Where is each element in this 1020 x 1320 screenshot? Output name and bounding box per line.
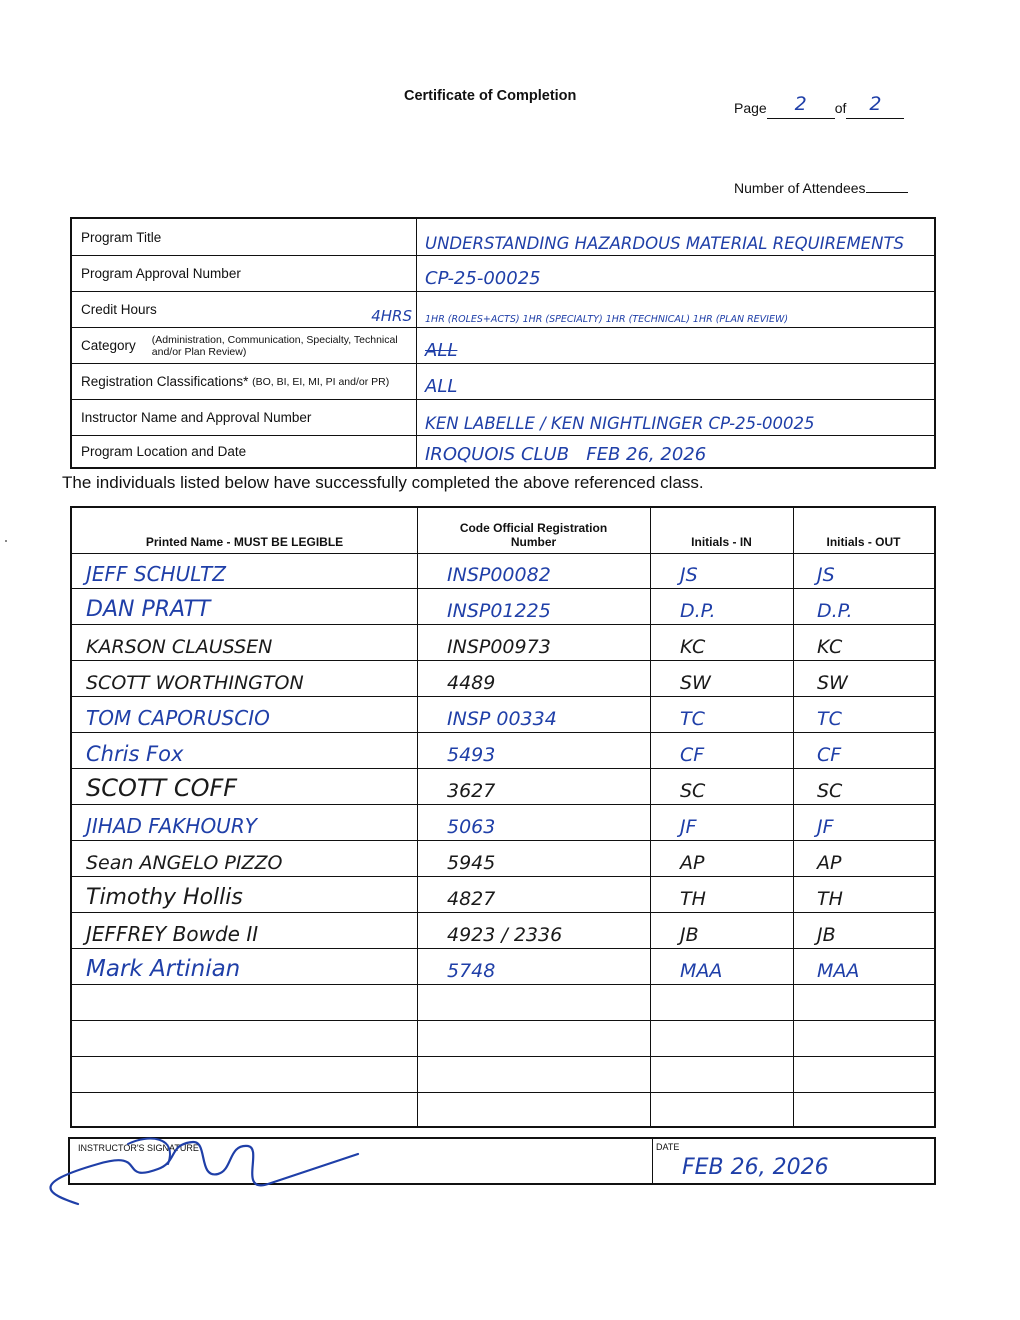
instructor-row — [72, 399, 936, 435]
attendee-registration-number: 5493 — [447, 744, 496, 766]
page-number: 2 — [794, 93, 807, 115]
attendee-row — [72, 589, 934, 625]
program-info-table — [70, 217, 936, 469]
attendee-registration-number-cell — [417, 841, 650, 876]
attendee-initials-out-cell — [793, 661, 934, 696]
attendee-initials-out-cell — [793, 589, 934, 624]
attendee-registration-number: INSP 00334 — [447, 708, 557, 730]
attendee-row — [72, 1021, 934, 1057]
attendee-initials-out-cell — [793, 1093, 934, 1129]
certificate-title: Certificate of Completion — [404, 88, 577, 104]
attendee-initials-in-cell — [650, 805, 793, 840]
attendee-initials-in: TH — [680, 888, 706, 910]
attendee-initials-in-cell — [650, 841, 793, 876]
attendee-initials-out-cell — [793, 553, 934, 588]
instructor-signature-mark — [8, 1124, 368, 1214]
attendee-row — [72, 733, 934, 769]
attendee-initials-out-cell — [793, 769, 934, 804]
attendee-registration-number: 3627 — [447, 780, 496, 802]
attendee-name: JIHAD FAKHOURY — [86, 814, 257, 838]
attendee-initials-out: TH — [817, 888, 843, 910]
attendee-name: JEFF SCHULTZ — [86, 562, 226, 586]
attendee-initials-out: TC — [817, 708, 842, 730]
attendee-row — [72, 625, 934, 661]
attendee-registration-number-cell — [417, 697, 650, 732]
attendee-initials-in-cell — [650, 661, 793, 696]
attendee-initials-out: JS — [817, 564, 835, 586]
attendee-name-cell — [72, 805, 417, 840]
attendee-registration-number-cell — [417, 805, 650, 840]
approval-number-value: CP-25-00025 — [425, 268, 541, 289]
attendee-initials-in-cell — [650, 589, 793, 624]
attendee-initials-out: JB — [817, 924, 836, 946]
attendee-name: DAN PRATT — [86, 597, 211, 622]
category-row — [72, 327, 936, 363]
attendee-initials-out-cell — [793, 949, 934, 984]
attendee-registration-number-cell — [417, 661, 650, 696]
header-initials-out: Initials - OUT — [826, 535, 901, 549]
of-label: of — [834, 100, 847, 116]
attendee-name: KARSON CLAUSSEN — [86, 636, 273, 658]
attendee-initials-in: JB — [680, 924, 699, 946]
attendee-name-cell — [72, 877, 417, 912]
registration-label-text: Registration Classifications* — [81, 374, 249, 389]
attendee-initials-out: CF — [817, 744, 842, 766]
attendee-name-cell — [72, 553, 417, 588]
attendee-name: JEFFREY Bowde II — [86, 922, 259, 946]
attendee-registration-number-cell — [417, 1093, 650, 1129]
attendee-initials-out-cell — [793, 877, 934, 912]
attendee-initials-in: SW — [680, 672, 711, 694]
attendee-registration-number-cell — [417, 985, 650, 1020]
attendee-initials-in-cell — [650, 949, 793, 984]
program-title-value: UNDERSTANDING HAZARDOUS MATERIAL REQUIREMENTS — [425, 234, 905, 253]
attendee-row — [72, 949, 934, 985]
attendee-registration-number-cell — [417, 877, 650, 912]
attendee-name-cell — [72, 985, 417, 1020]
attendee-initials-in-cell — [650, 697, 793, 732]
attendee-initials-out: SC — [817, 780, 843, 802]
attendee-registration-number: 4827 — [447, 888, 496, 910]
attendee-row — [72, 661, 934, 697]
attendee-registration-number: INSP00082 — [447, 564, 551, 586]
category-note: (Administration, Communication, Specialty, Technical and/or Plan Review) — [151, 333, 398, 358]
approval-number-label: Program Approval Number — [72, 256, 417, 291]
attendee-registration-number: 5063 — [447, 816, 496, 838]
attendee-initials-out: D.P. — [817, 600, 853, 622]
attendee-name-cell — [72, 733, 417, 768]
credit-hours-row — [72, 291, 936, 327]
completion-statement: The individuals listed below have successfully completed the above referenced class. — [62, 473, 704, 492]
attendee-initials-in: SC — [680, 780, 706, 802]
attendee-name: Sean ANGELO PIZZO — [86, 852, 283, 874]
attendance-table — [70, 506, 936, 1128]
attendee-registration-number-cell — [417, 913, 650, 948]
attendee-name-cell — [72, 949, 417, 984]
location-date-row — [72, 435, 936, 467]
attendee-initials-in: JF — [680, 816, 697, 838]
attendee-name: TOM CAPORUSCIO — [86, 706, 270, 730]
program-title-label: Program Title — [72, 219, 417, 255]
attendee-initials-in: D.P. — [680, 600, 716, 622]
attendee-registration-number-cell — [417, 1057, 650, 1092]
registration-value: ALL — [425, 376, 458, 397]
instructor-label: Instructor Name and Approval Number — [72, 400, 417, 435]
attendee-initials-out: SW — [817, 672, 848, 694]
attendee-initials-in-cell — [650, 553, 793, 588]
page-label: Page — [734, 100, 767, 116]
attendee-name-cell — [72, 625, 417, 660]
attendee-initials-out: KC — [817, 636, 843, 658]
attendee-row — [72, 769, 934, 805]
attendee-initials-out: AP — [817, 852, 842, 874]
attendee-initials-in-cell — [650, 769, 793, 804]
header-registration-number: Code Official Registration Number — [459, 521, 608, 549]
attendee-initials-in: KC — [680, 636, 706, 658]
attendee-initials-in-cell — [650, 1021, 793, 1056]
attendee-registration-number-cell — [417, 769, 650, 804]
attendee-name-cell — [72, 589, 417, 624]
attendee-registration-number-cell — [417, 553, 650, 588]
approval-number-row — [72, 255, 936, 291]
attendee-initials-in-cell — [650, 733, 793, 768]
attendee-initials-in-cell — [650, 913, 793, 948]
attendee-row — [72, 1057, 934, 1093]
attendee-name-cell — [72, 769, 417, 804]
registration-row — [72, 363, 936, 399]
attendee-initials-out-cell — [793, 1057, 934, 1092]
attendance-header-row — [72, 508, 934, 554]
category-label-text: Category — [81, 338, 136, 353]
header-initials-in: Initials - IN — [691, 535, 752, 549]
attendee-row — [72, 913, 934, 949]
attendee-row — [72, 841, 934, 877]
attendee-initials-in: JS — [680, 564, 698, 586]
attendee-initials-in: TC — [680, 708, 705, 730]
credit-hours-total: 4HRS — [371, 307, 412, 325]
attendee-initials-in: MAA — [680, 960, 723, 982]
attendee-registration-number: 4923 / 2336 — [447, 924, 563, 946]
attendee-initials-in-cell — [650, 985, 793, 1020]
attendees-label: Number of Attendees — [734, 180, 866, 196]
attendee-initials-out-cell — [793, 805, 934, 840]
attendee-registration-number-cell — [417, 733, 650, 768]
attendee-registration-number: 5748 — [447, 960, 496, 982]
attendee-initials-out: MAA — [817, 960, 860, 982]
attendees-count-field — [734, 180, 908, 196]
credit-hours-label — [72, 292, 417, 327]
attendee-initials-in-cell — [650, 625, 793, 660]
attendee-row — [72, 553, 934, 589]
credit-hours-breakdown: 1HR (ROLES+ACTS) 1HR (SPECIALTY) 1HR (TECHNICAL) 1HR (PLAN REVIEW) — [425, 314, 789, 325]
attendee-name: Chris Fox — [86, 742, 184, 766]
header-printed-name: Printed Name - MUST BE LEGIBLE — [145, 535, 344, 549]
attendee-initials-out-cell — [793, 913, 934, 948]
date-label: DATE — [656, 1142, 680, 1152]
attendee-name: Mark Artinian — [86, 956, 241, 982]
program-title-row — [72, 219, 936, 255]
attendee-name: SCOTT COFF — [86, 774, 238, 802]
attendee-name-cell — [72, 1021, 417, 1056]
attendee-registration-number: INSP01225 — [447, 600, 551, 622]
date-value: FEB 26, 2026 — [682, 1155, 829, 1180]
category-label — [72, 328, 417, 363]
attendee-initials-out-cell — [793, 733, 934, 768]
attendee-registration-number: 4489 — [447, 672, 496, 694]
page-total: 2 — [869, 93, 882, 115]
attendee-registration-number-cell — [417, 1021, 650, 1056]
attendee-registration-number-cell — [417, 625, 650, 660]
credit-hours-label-text: Credit Hours — [81, 302, 157, 317]
attendee-name-cell — [72, 697, 417, 732]
attendees-blank — [866, 180, 908, 193]
attendee-name-cell — [72, 841, 417, 876]
attendee-initials-out: JF — [817, 816, 834, 838]
attendee-initials-out-cell — [793, 1021, 934, 1056]
attendee-registration-number: INSP00973 — [447, 636, 551, 658]
attendee-initials-out-cell — [793, 985, 934, 1020]
attendee-row — [72, 805, 934, 841]
attendee-name-cell — [72, 1057, 417, 1092]
attendee-initials-in: AP — [680, 852, 705, 874]
instructor-signature-label: INSTRUCTOR'S SIGNATURE — [78, 1143, 199, 1153]
attendee-row — [72, 877, 934, 913]
attendee-name: Timothy Hollis — [86, 885, 243, 910]
attendee-registration-number-cell — [417, 949, 650, 984]
attendee-initials-in-cell — [650, 1093, 793, 1129]
location-date-label: Program Location and Date — [72, 436, 417, 467]
attendee-row — [72, 697, 934, 733]
attendee-initials-out-cell — [793, 625, 934, 660]
attendee-name: SCOTT WORTHINGTON — [86, 672, 304, 694]
attendee-registration-number-cell — [417, 589, 650, 624]
attendee-initials-in: CF — [680, 744, 705, 766]
signature-date-divider — [652, 1139, 653, 1183]
instructor-value: KEN LABELLE / KEN NIGHTLINGER CP-25-00025 — [425, 414, 815, 433]
registration-note: (BO, BI, EI, MI, PI and/or PR) — [252, 375, 390, 388]
margin-speck — [5, 540, 7, 542]
attendee-row — [72, 985, 934, 1021]
attendee-initials-out-cell — [793, 841, 934, 876]
category-value: ALL — [425, 340, 458, 361]
page-indicator — [734, 93, 904, 119]
attendee-initials-in-cell — [650, 877, 793, 912]
attendee-initials-out-cell — [793, 697, 934, 732]
location-date-value: IROQUOIS CLUB FEB 26, 2026 — [425, 444, 707, 465]
attendee-registration-number: 5945 — [447, 852, 496, 874]
attendee-initials-in-cell — [650, 1057, 793, 1092]
attendee-name-cell — [72, 913, 417, 948]
attendee-name-cell — [72, 661, 417, 696]
registration-label — [72, 364, 417, 399]
